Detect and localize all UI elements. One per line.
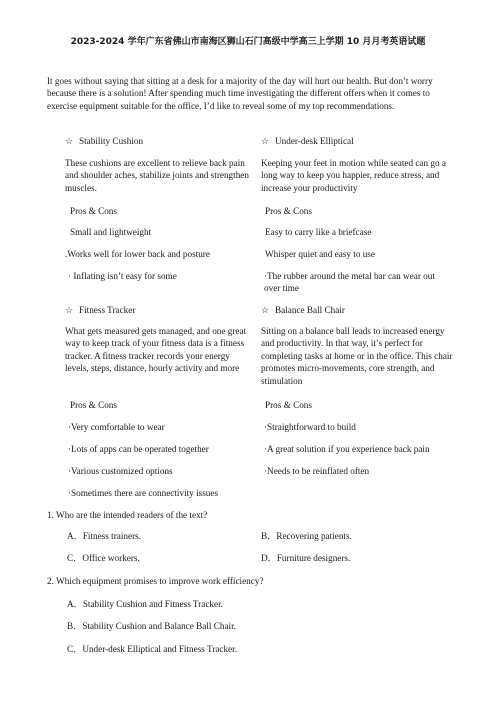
option-c[interactable]: C．Office workers.: [67, 553, 140, 563]
item-description: Keeping your feet in motion while seated can go a long way to keep you happier, reduce stress, and increase your productivity: [261, 158, 446, 193]
option-a[interactable]: A．Stability Cushion and Fitness Tracker.: [67, 599, 223, 609]
point: .Works well for lower back and posture: [65, 249, 210, 259]
intro-paragraph: It goes without saying that sitting at a desk for a majority of the day will hurt our health. But don’t worry because there is a solution! After spending much time investigating the different offers when it comes to exercise equipment suitable for the office, I’d like to reveal some of my top recommendations.: [47, 76, 433, 111]
option-d[interactable]: D．Furniture designers.: [261, 553, 351, 563]
point: ·Very comfortable to wear: [68, 422, 165, 432]
point: ·Sometimes there are connectivity issues: [68, 488, 219, 498]
star-icon: ☆: [261, 305, 270, 315]
item-heading: [65, 304, 253, 316]
item-name: Stability Cushion: [79, 136, 144, 146]
item-description: What gets measured gets managed, and one great way to keep track of your fitness data is a fitness tracker. A fitness tracker records your energy levels, steps, distance, hourly activity and more: [65, 326, 247, 374]
page-title: 2023-2024 学年广东省佛山市南海区狮山石门高级中学高三上学期 10 月月考英语试题: [70, 37, 426, 47]
pros-cons-label: Pros & Cons: [265, 400, 312, 410]
star-icon: ☆: [65, 305, 74, 315]
point: Easy to carry like a briefcase: [265, 227, 372, 237]
point: Whisper quiet and easy to use: [265, 249, 375, 259]
option-b[interactable]: B．Recovering patients.: [261, 531, 352, 541]
item-name: Fitness Tracker: [79, 305, 136, 315]
question-stem: 1. Who are the intended readers of the text?: [47, 510, 208, 520]
option-b[interactable]: B．Stability Cushion and Balance Ball Chair.: [67, 621, 236, 631]
item-heading: [261, 135, 453, 147]
item-description: These cushions are excellent to relieve back pain and shoulder aches, stabilize joints and strengthen muscles.: [65, 158, 249, 193]
point: Small and lightweight: [70, 227, 152, 237]
point: ·A great solution if you experience back pain: [264, 444, 430, 454]
item-heading: [65, 135, 253, 147]
pros-cons-label: Pros & Cons: [265, 206, 312, 216]
item-description: Sitting on a balance ball leads to increased energy and productivity. In that way, it’s perfect for completing tasks at home or in the office. This chair promotes micro-movements, core strength, and stimulation: [261, 326, 453, 386]
point: ·Lots of apps can be operated together: [68, 444, 209, 454]
option-a[interactable]: A．Fitness trainers.: [67, 531, 142, 541]
question-stem: 2. Which equipment promises to improve work efficiency?: [47, 576, 264, 586]
item-name: Under-desk Elliptical: [275, 136, 354, 146]
pros-cons-label: Pros & Cons: [70, 206, 117, 216]
item-heading: [261, 304, 453, 316]
point: ·The rubber around the metal bar can wear out over time: [264, 271, 435, 294]
pros-cons-label: Pros & Cons: [70, 400, 117, 410]
star-icon: ☆: [261, 136, 270, 146]
point: ·Needs to be reinflated often: [264, 466, 370, 476]
star-icon: ☆: [65, 136, 74, 146]
point: ·Straightforward to build: [264, 422, 356, 432]
point: · Inflating isn’t easy for some: [68, 271, 177, 281]
option-c[interactable]: C．Under-desk Elliptical and Fitness Tracker.: [67, 644, 238, 654]
item-name: Balance Ball Chair: [275, 305, 345, 315]
point: ·Various customized options: [68, 466, 173, 476]
